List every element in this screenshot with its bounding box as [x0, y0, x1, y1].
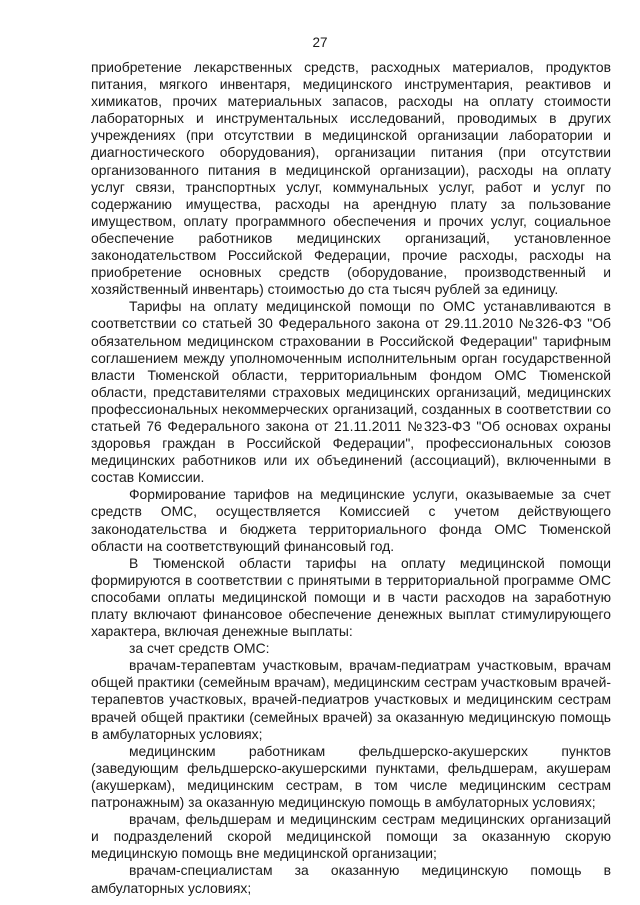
- paragraph-5: за счет средств ОМС:: [129, 640, 270, 657]
- paragraph-3: Формирование тарифов на медицинские услуги, оказываемые за счет средств ОМС, осуществляется Комиссией с учетом действующего законодательства и бюджета территориального фонда ОМС Тюменской области на соответствующий финансовый год.: [91, 486, 611, 554]
- paragraph-4: В Тюменской области тарифы на оплату медицинской помощи формируются в соответствии с принятыми в территориальной программе ОМС способами оплаты медицинской помощи и в части расходов на заработную плату включают финансовое обеспечение денежных выплат стимулирующего характера, включая денежные выплаты:: [91, 554, 611, 640]
- paragraph-7: медицинским работникам фельдшерско-акушерских пунктов (заведующим фельдшерско-акушерскими пунктами, фельдшерам, акушерам (акушеркам), медицинским сестрам, в том числе медицинским сестрам патронажным) за оказанную медицинскую помощь в амбулаторных условиях;: [91, 742, 611, 811]
- paragraph-2: Тарифы на оплату медицинской помощи по ОМС устанавливаются в соответствии со статьей 30 Федерального закона от 29.11.2010 №326-ФЗ "Об обязательном медицинском страховании в Российской Федерации" тарифным соглашением между уполномоченным исполнительным орган государственной власти Тюменской области, территориальным фондом ОМС Тюменской области, представителями страховых медицинских организаций, медицинских профессиональных некоммерческих организаций, созданных в соответствии со статьей 76 Федерального закона от 21.11.2011 №323-ФЗ "Об основах охраны здоровья граждан в Российской Федерации", профессиональных союзов медицинских работников или их объединений (ассоциаций), включенными в состав Комиссии.: [91, 298, 611, 486]
- paragraph-9: врачам-специалистам за оказанную медицинскую помощь в амбулаторных условиях;: [91, 862, 611, 896]
- document-body: [91, 59, 611, 897]
- paragraph-6: врачам-терапевтам участковым, врачам-педиатрам участковым, врачам общей практики (семейным врачам), медицинским сестрам участковым врачей-терапевтов участковых, врачей-педиатров участковых и медицинским сестрам врачей общей практики (семейных врачей) за оказанную медицинскую помощь в амбулаторных условиях;: [91, 657, 611, 742]
- page-number: 27: [312, 35, 328, 50]
- paragraph-8: врачам, фельдшерам и медицинским сестрам медицинских организаций и подразделений скорой медицинской помощи за оказанную скорую медицинскую помощь вне медицинской организации;: [91, 811, 611, 862]
- paragraph-1: приобретение лекарственных средств, расходных материалов, продуктов питания, мягкого инвентаря, медицинского инструментария, реактивов и химикатов, прочих материальных запасов, расходы на оплату стоимости лабораторных и инструментальных исследований, проводимых в других учреждениях (при отсутствии в медицинской организации лаборатории и диагностического оборудования), организации питания (при отсутствии организованного питания в медицинской организации), расходы на оплату услуг связи, транспортных услуг, коммунальных услуг, работ и услуг по содержанию имущества, расходы на арендную плату за пользование имуществом, оплату программного обеспечения и прочих услуг, социальное обеспечение работников медицинских организаций, установленное законодательством Российской Федерации, прочие расходы, расходы на приобретение основных средств (оборудование, производственный и хозяйственный инвентарь) стоимостью до ста тысяч рублей за единицу.: [91, 59, 611, 298]
